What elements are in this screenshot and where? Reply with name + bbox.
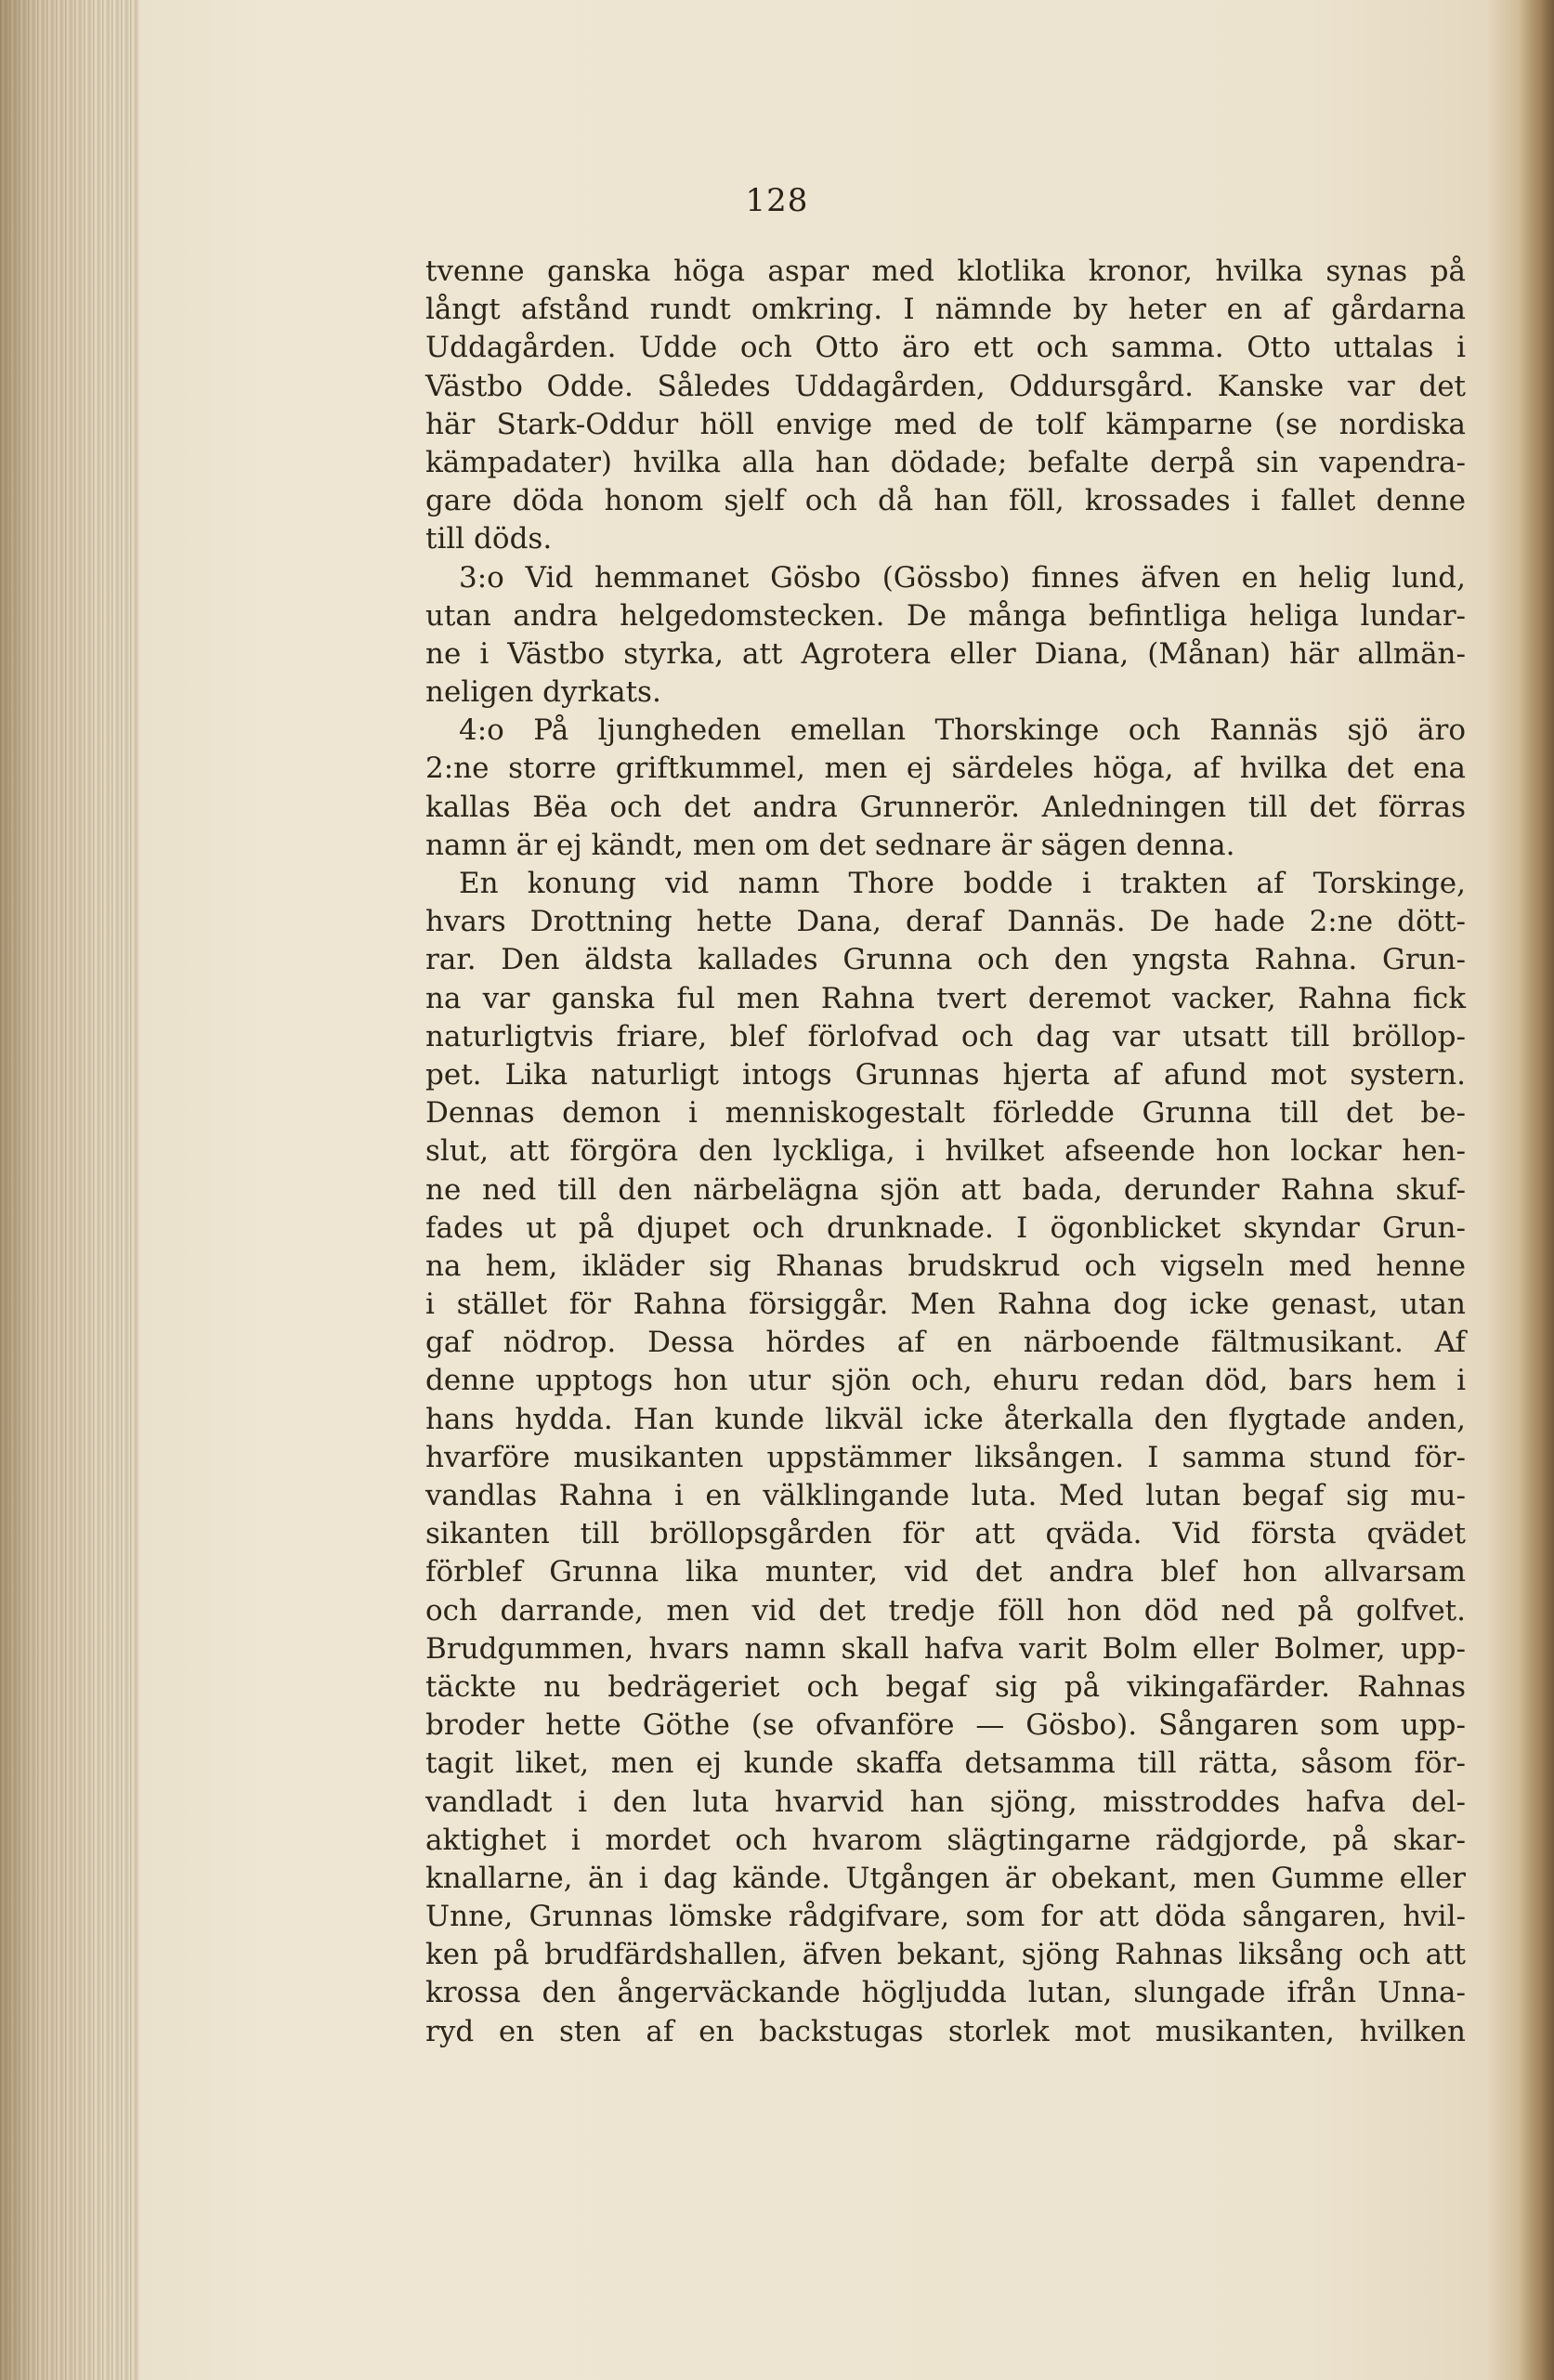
text-line: vandladt i den luta hvarvid han sjöng, misstroddes hafva del- (425, 1785, 1466, 1819)
text-line: ryd en sten af en backstugas storlek mot musikanten, hvilken (425, 2014, 1466, 2048)
text-line: aktighet i mordet och hvarom slägtingarne rädgjorde, på skar- (425, 1823, 1466, 1857)
text-line: ne ned till den närbelägna sjön att bada, derunder Rahna skuf- (425, 1172, 1466, 1207)
text-line: slut, att förgöra den lyckliga, i hvilket afseende hon lockar hen- (425, 1134, 1466, 1169)
text-line: 3:o Vid hemmanet Gösbo (Gössbo) finnes äfven en helig lund, (459, 560, 1466, 595)
book-binding-edge (0, 0, 139, 2380)
text-line: krossa den ångerväckande högljudda lutan, slungade ifrån Unna- (425, 1976, 1466, 2010)
text-line: broder hette Göthe (se ofvanföre — Gösbo). Sångaren som upp- (425, 1708, 1466, 1743)
text-line: hans hydda. Han kunde likväl icke återkalla den flygtade anden, (425, 1402, 1466, 1436)
text-line: förblef Grunna lika munter, vid det andra blef hon allvarsam (425, 1555, 1466, 1589)
text-line: långt afstånd rundt omkring. I nämnde by heter en af gårdarna (425, 293, 1466, 327)
text-line: kämpadater) hvilka alla han dödade; befalte derpå sin vapendra- (425, 445, 1466, 479)
text-line: gaf nödrop. Dessa hördes af en närboende fältmusikant. Af (425, 1326, 1466, 1360)
text-line: kallas Bëa och det andra Grunnerör. Anledningen till det förras (425, 790, 1466, 824)
text-line: ken på brudfärdshallen, äfven bekant, sjöng Rahnas liksång och att (425, 1938, 1466, 1972)
text-line: till döds. (425, 522, 553, 556)
text-line: naturligtvis friare, blef förlofvad och dag var utsatt till bröllop- (425, 1019, 1466, 1053)
text-line: tagit liket, men ej kunde skaffa detsamma till rätta, såsom för- (425, 1746, 1466, 1781)
text-line: hvars Drottning hette Dana, deraf Dannäs. De hade 2:ne dött- (425, 905, 1466, 939)
text-line: hvarföre musikanten uppstämmer liksången. I samma stund för- (425, 1440, 1466, 1474)
text-line: och darrande, men vid det tredje föll hon död ned på golfvet. (425, 1593, 1466, 1628)
text-line: Dennas demon i menniskogestalt förledde Grunna till det be- (425, 1096, 1466, 1131)
text-line: namn är ej kändt, men om det sednare är sägen denna. (425, 828, 1235, 862)
text-line: En konung vid namn Thore bodde i trakten af Torskinge, (459, 867, 1466, 900)
text-line: fades ut på djupet och drunknade. I ögonblicket skyndar Grun- (425, 1210, 1466, 1245)
page-edge-shadow (1519, 0, 1554, 2380)
text-line: Uddagården. Udde och Otto äro ett och samma. Otto uttalas i (425, 331, 1466, 365)
text-line: na var ganska ful men Rahna tvert deremot vacker, Rahna fick (425, 981, 1466, 1015)
text-line: tvenne ganska höga aspar med klotlika kronor, hvilka synas på (425, 255, 1466, 288)
text-line: sikanten till bröllopsgården för att qväda. Vid första qvädet (425, 1517, 1466, 1551)
text-line: na hem, ikläder sig Rhanas brudskrud och vigseln med henne (425, 1249, 1466, 1283)
text-line: Unne, Grunnas lömske rådgifvare, som for att döda sångaren, hvil- (425, 1900, 1466, 1934)
text-line: i stället för Rahna försiggår. Men Rahna dog icke genast, utan (425, 1288, 1466, 1322)
text-line: gare döda honom sjelf och då han föll, krossades i fallet denne (425, 484, 1466, 518)
text-line: neligen dyrkats. (425, 675, 661, 710)
body-text (425, 253, 1466, 2051)
text-line: vandlas Rahna i en välklingande luta. Med lutan begaf sig mu- (425, 1479, 1466, 1512)
page-number: 128 (745, 182, 809, 219)
text-line: ne i Västbo styrka, att Agrotera eller Diana, (Månan) här allmän- (425, 636, 1466, 671)
text-line: 4:o På ljungheden emellan Thorskinge och Rannäs sjö äro (459, 713, 1466, 748)
text-line: Brudgummen, hvars namn skall hafva varit Bolm eller Bolmer, upp- (425, 1631, 1466, 1666)
text-line: täckte nu bedrägeriet och begaf sig på vikingafärder. Rahnas (425, 1669, 1466, 1704)
text-line: 2:ne storre griftkummel, men ej särdeles höga, af hvilka det ena (425, 752, 1466, 786)
text-line: Västbo Odde. Således Uddagården, Oddursgård. Kanske var det (425, 369, 1466, 403)
text-line: rar. Den äldsta kallades Grunna och den yngsta Rahna. Grun- (425, 943, 1466, 977)
text-line: knallarne, än i dag kände. Utgången är obekant, men Gumme eller (425, 1861, 1466, 1895)
text-line: här Stark-Oddur höll envige med de tolf kämparne (se nordiska (425, 407, 1466, 441)
text-line: pet. Lika naturligt intogs Grunnas hjerta af afund mot systern. (425, 1057, 1466, 1092)
text-line: utan andra helgedomstecken. De många befintliga heliga lundar- (425, 598, 1466, 633)
text-line: denne upptogs hon utur sjön och, ehuru redan död, bars hem i (425, 1364, 1466, 1398)
